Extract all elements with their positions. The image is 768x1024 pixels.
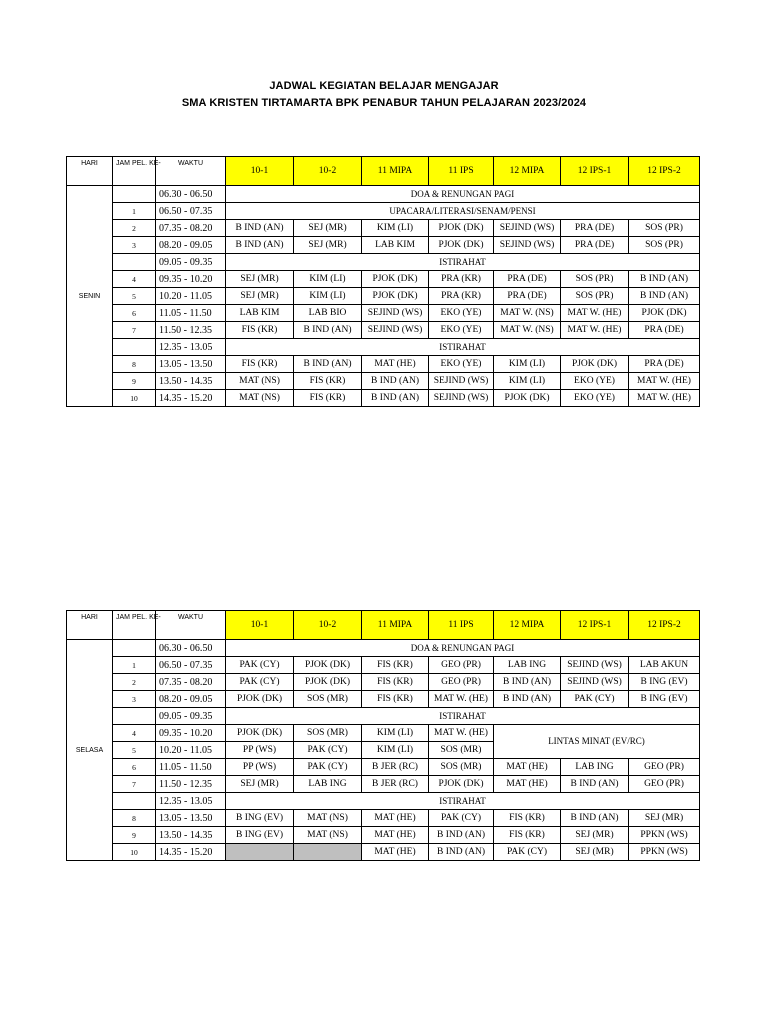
span-cell: ISTIRAHAT (226, 793, 700, 810)
subject-cell: PJOK (DK) (362, 288, 429, 305)
table-row (67, 776, 700, 793)
span-cell: ISTIRAHAT (226, 254, 700, 271)
waktu-cell: 07.35 - 08.20 (156, 220, 226, 237)
subject-cell: LAB AKUN (629, 657, 700, 674)
subject-cell: MAT (HE) (494, 776, 561, 793)
header-class: 10-2 (294, 611, 362, 640)
subject-cell: SEJ (MR) (561, 827, 629, 844)
table-row (67, 373, 700, 390)
empty-cell (294, 844, 362, 861)
subject-cell: EKO (YE) (561, 373, 629, 390)
table-row (67, 305, 700, 322)
page-subtitle: SMA KRISTEN TIRTAMARTA BPK PENABUR TAHUN PELAJARAN 2023/2024 (181, 97, 587, 109)
subject-cell: MAT (NS) (226, 390, 294, 407)
jam-cell: 9 (113, 373, 156, 390)
header-class: 12 MIPA (494, 157, 561, 186)
jam-cell: 2 (113, 674, 156, 691)
subject-cell: PAK (CY) (226, 674, 294, 691)
table-row (67, 220, 700, 237)
subject-cell: SEJIND (WS) (429, 390, 494, 407)
waktu-cell: 14.35 - 15.20 (156, 390, 226, 407)
jam-cell: 6 (113, 305, 156, 322)
header-class: 12 MIPA (494, 611, 561, 640)
subject-cell: MAT W. (HE) (629, 390, 700, 407)
page-title: JADWAL KEGIATAN BELAJAR MENGAJAR (269, 80, 499, 92)
waktu-cell: 06.30 - 06.50 (156, 640, 226, 657)
subject-cell: PRA (KR) (429, 288, 494, 305)
header-row (67, 611, 700, 640)
table-row (67, 793, 700, 810)
subject-cell: PRA (DE) (561, 220, 629, 237)
jam-cell: 1 (113, 203, 156, 220)
subject-cell: B IND (AN) (294, 356, 362, 373)
subject-cell: MAT W. (HE) (429, 691, 494, 708)
subject-cell: B JER (RC) (362, 776, 429, 793)
subject-cell: PJOK (DK) (494, 390, 561, 407)
subject-cell: SOS (PR) (561, 288, 629, 305)
header-class: 10-1 (226, 611, 294, 640)
table-row (67, 640, 700, 657)
subject-cell: B IND (AN) (226, 220, 294, 237)
jam-cell (113, 254, 156, 271)
subject-cell: LAB ING (294, 776, 362, 793)
jam-cell (113, 640, 156, 657)
subject-cell: FIS (KR) (226, 356, 294, 373)
jam-cell: 3 (113, 691, 156, 708)
jam-cell: 5 (113, 742, 156, 759)
jam-cell (113, 339, 156, 356)
subject-cell: B IND (AN) (629, 271, 700, 288)
table-row (67, 390, 700, 407)
subject-cell: MAT W. (NS) (494, 305, 561, 322)
subject-cell: B ING (EV) (629, 691, 700, 708)
subject-cell: PP (WS) (226, 742, 294, 759)
span-cell: ISTIRAHAT (226, 708, 700, 725)
jam-cell: 5 (113, 288, 156, 305)
waktu-cell: 10.20 - 11.05 (156, 742, 226, 759)
subject-cell: PJOK (DK) (429, 220, 494, 237)
waktu-cell: 11.50 - 12.35 (156, 776, 226, 793)
subject-cell: LAB KIM (362, 237, 429, 254)
subject-cell: B IND (AN) (561, 810, 629, 827)
subject-cell: KIM (LI) (294, 271, 362, 288)
subject-cell: SEJIND (WS) (362, 305, 429, 322)
subject-cell: MAT (HE) (362, 844, 429, 861)
subject-cell: PAK (CY) (226, 657, 294, 674)
jam-cell: 7 (113, 322, 156, 339)
header-class: 12 IPS-1 (561, 157, 629, 186)
subject-cell: MAT W. (HE) (429, 725, 494, 742)
waktu-cell: 08.20 - 09.05 (156, 691, 226, 708)
subject-cell: EKO (YE) (429, 356, 494, 373)
table-row (67, 322, 700, 339)
subject-cell: GEO (PR) (629, 759, 700, 776)
table-row (67, 186, 700, 203)
subject-cell: B IND (AN) (494, 674, 561, 691)
table-row (67, 356, 700, 373)
subject-cell: PJOK (DK) (629, 305, 700, 322)
header-jam: JAM PEL. KE- (113, 157, 156, 186)
table-row (67, 827, 700, 844)
subject-cell: EKO (YE) (561, 390, 629, 407)
waktu-cell: 12.35 - 13.05 (156, 793, 226, 810)
header-class: 12 IPS-1 (561, 611, 629, 640)
subject-cell: SEJIND (WS) (561, 674, 629, 691)
subject-cell: FIS (KR) (362, 674, 429, 691)
subject-cell: SEJIND (WS) (561, 657, 629, 674)
subject-cell: B IND (AN) (362, 373, 429, 390)
table-row (67, 708, 700, 725)
subject-cell: SEJ (MR) (294, 220, 362, 237)
table-row (67, 254, 700, 271)
subject-cell: EKO (YE) (429, 322, 494, 339)
jam-cell: 8 (113, 810, 156, 827)
header-hari: HARI (67, 157, 113, 186)
waktu-cell: 13.50 - 14.35 (156, 373, 226, 390)
subject-cell: SOS (MR) (294, 725, 362, 742)
waktu-cell: 08.20 - 09.05 (156, 237, 226, 254)
subject-cell: MAT W. (HE) (561, 305, 629, 322)
subject-cell: SEJ (MR) (294, 237, 362, 254)
waktu-cell: 13.05 - 13.50 (156, 356, 226, 373)
jam-cell: 4 (113, 725, 156, 742)
jam-cell: 10 (113, 844, 156, 861)
subject-cell: KIM (LI) (294, 288, 362, 305)
waktu-cell: 13.05 - 13.50 (156, 810, 226, 827)
waktu-cell: 09.05 - 09.35 (156, 254, 226, 271)
span-cell: UPACARA/LITERASI/SENAM/PENSI (226, 203, 700, 220)
subject-cell: SEJ (MR) (226, 288, 294, 305)
jam-cell: 8 (113, 356, 156, 373)
span-cell: DOA & RENUNGAN PAGI (226, 640, 700, 657)
waktu-cell: 07.35 - 08.20 (156, 674, 226, 691)
subject-cell: SEJIND (WS) (429, 373, 494, 390)
waktu-cell: 11.05 - 11.50 (156, 759, 226, 776)
day-cell: SENIN (67, 186, 113, 407)
subject-cell: PJOK (DK) (429, 776, 494, 793)
subject-cell: KIM (LI) (494, 373, 561, 390)
table-row (67, 810, 700, 827)
header-class: 11 IPS (429, 157, 494, 186)
subject-cell: SEJ (MR) (226, 776, 294, 793)
subject-cell: PJOK (DK) (226, 725, 294, 742)
header-hari: HARI (67, 611, 113, 640)
subject-cell: PAK (CY) (429, 810, 494, 827)
subject-cell: B IND (AN) (494, 691, 561, 708)
table-senin (66, 156, 700, 407)
subject-cell: MAT (HE) (362, 827, 429, 844)
subject-cell: B IND (AN) (362, 390, 429, 407)
subject-cell: PJOK (DK) (429, 237, 494, 254)
header-class: 11 MIPA (362, 157, 429, 186)
subject-cell: FIS (KR) (294, 373, 362, 390)
subject-cell: B ING (EV) (629, 674, 700, 691)
table-row (67, 759, 700, 776)
table-row (67, 844, 700, 861)
subject-cell: B ING (EV) (226, 810, 294, 827)
subject-cell: MAT (HE) (494, 759, 561, 776)
subject-cell: PAK (CY) (294, 742, 362, 759)
header-class: 11 MIPA (362, 611, 429, 640)
subject-cell: MAT W. (HE) (629, 373, 700, 390)
subject-cell: SEJ (MR) (226, 271, 294, 288)
subject-cell: SEJIND (WS) (362, 322, 429, 339)
table-row (67, 271, 700, 288)
subject-cell: KIM (LI) (362, 742, 429, 759)
subject-cell: FIS (KR) (494, 827, 561, 844)
subject-cell: MAT W. (HE) (561, 322, 629, 339)
subject-cell: SOS (PR) (629, 237, 700, 254)
subject-cell: SOS (MR) (294, 691, 362, 708)
header-class: 11 IPS (429, 611, 494, 640)
subject-cell: SEJ (MR) (629, 810, 700, 827)
subject-cell: PAK (CY) (294, 759, 362, 776)
subject-cell: EKO (YE) (429, 305, 494, 322)
day-cell: SELASA (67, 640, 113, 861)
subject-cell: MAT (NS) (294, 827, 362, 844)
table-row (67, 288, 700, 305)
subject-cell: MAT (NS) (294, 810, 362, 827)
subject-cell: PJOK (DK) (561, 356, 629, 373)
table-row (67, 674, 700, 691)
header-row (67, 157, 700, 186)
jam-cell (113, 186, 156, 203)
subject-cell: LAB ING (494, 657, 561, 674)
subject-cell: KIM (LI) (362, 220, 429, 237)
empty-cell (226, 844, 294, 861)
span-cell: ISTIRAHAT (226, 339, 700, 356)
subject-cell: FIS (KR) (362, 657, 429, 674)
jam-cell (113, 708, 156, 725)
table-selasa (66, 610, 700, 861)
span-cell: DOA & RENUNGAN PAGI (226, 186, 700, 203)
schedule-table-senin (66, 156, 700, 407)
header-class: 10-1 (226, 157, 294, 186)
subject-cell: PP (WS) (226, 759, 294, 776)
subject-cell: PJOK (DK) (294, 657, 362, 674)
jam-cell: 4 (113, 271, 156, 288)
subject-cell: SOS (MR) (429, 742, 494, 759)
subject-cell: B IND (AN) (561, 776, 629, 793)
header-class: 12 IPS-2 (629, 157, 700, 186)
subject-cell: SEJ (MR) (561, 844, 629, 861)
subject-cell: PJOK (DK) (294, 674, 362, 691)
subject-cell: KIM (LI) (362, 725, 429, 742)
waktu-cell: 11.05 - 11.50 (156, 305, 226, 322)
waktu-cell: 11.50 - 12.35 (156, 322, 226, 339)
waktu-cell: 10.20 - 11.05 (156, 288, 226, 305)
subject-cell: MAT W. (NS) (494, 322, 561, 339)
subject-cell: PRA (DE) (629, 356, 700, 373)
subject-cell: GEO (PR) (429, 657, 494, 674)
subject-cell: FIS (KR) (362, 691, 429, 708)
subject-cell: PRA (DE) (561, 237, 629, 254)
table-row (67, 237, 700, 254)
subject-cell: PAK (CY) (494, 844, 561, 861)
table-row (67, 691, 700, 708)
waktu-cell: 09.35 - 10.20 (156, 271, 226, 288)
jam-cell: 2 (113, 220, 156, 237)
waktu-cell: 12.35 - 13.05 (156, 339, 226, 356)
subject-cell: PRA (DE) (494, 271, 561, 288)
header-class: 10-2 (294, 157, 362, 186)
header-jam: JAM PEL. KE- (113, 611, 156, 640)
jam-cell: 7 (113, 776, 156, 793)
subject-cell: MAT (HE) (362, 356, 429, 373)
subject-cell: SOS (PR) (629, 220, 700, 237)
subject-cell: B IND (AN) (294, 322, 362, 339)
subject-cell: MAT (NS) (226, 373, 294, 390)
subject-cell: SOS (PR) (561, 271, 629, 288)
subject-cell: B IND (AN) (429, 844, 494, 861)
header-waktu: WAKTU (156, 157, 226, 186)
jam-cell (113, 793, 156, 810)
header-waktu: WAKTU (156, 611, 226, 640)
subject-cell: PAK (CY) (561, 691, 629, 708)
subject-cell: B IND (AN) (226, 237, 294, 254)
table-row (67, 339, 700, 356)
subject-cell: PPKN (WS) (629, 827, 700, 844)
table-row (67, 657, 700, 674)
subject-cell: FIS (KR) (294, 390, 362, 407)
waktu-cell: 06.30 - 06.50 (156, 186, 226, 203)
waktu-cell: 06.50 - 07.35 (156, 203, 226, 220)
subject-cell: PJOK (DK) (362, 271, 429, 288)
subject-cell: B IND (AN) (429, 827, 494, 844)
waktu-cell: 09.05 - 09.35 (156, 708, 226, 725)
subject-cell: LAB ING (561, 759, 629, 776)
jam-cell: 3 (113, 237, 156, 254)
jam-cell: 9 (113, 827, 156, 844)
jam-cell: 1 (113, 657, 156, 674)
header-class: 12 IPS-2 (629, 611, 700, 640)
subject-cell: FIS (KR) (494, 810, 561, 827)
lintas-minat-cell: LINTAS MINAT (EV/RC) (494, 725, 700, 759)
table-row (67, 725, 700, 742)
jam-cell: 6 (113, 759, 156, 776)
jam-cell: 10 (113, 390, 156, 407)
waktu-cell: 13.50 - 14.35 (156, 827, 226, 844)
subject-cell: GEO (PR) (629, 776, 700, 793)
subject-cell: GEO (PR) (429, 674, 494, 691)
subject-cell: LAB KIM (226, 305, 294, 322)
table-row (67, 203, 700, 220)
subject-cell: PPKN (WS) (629, 844, 700, 861)
subject-cell: PRA (DE) (494, 288, 561, 305)
subject-cell: SEJIND (WS) (494, 237, 561, 254)
waktu-cell: 09.35 - 10.20 (156, 725, 226, 742)
subject-cell: LAB BIO (294, 305, 362, 322)
subject-cell: SEJIND (WS) (494, 220, 561, 237)
subject-cell: B IND (AN) (629, 288, 700, 305)
subject-cell: PRA (KR) (429, 271, 494, 288)
subject-cell: FIS (KR) (226, 322, 294, 339)
subject-cell: KIM (LI) (494, 356, 561, 373)
subject-cell: SOS (MR) (429, 759, 494, 776)
waktu-cell: 14.35 - 15.20 (156, 844, 226, 861)
subject-cell: B ING (EV) (226, 827, 294, 844)
subject-cell: MAT (HE) (362, 810, 429, 827)
subject-cell: PJOK (DK) (226, 691, 294, 708)
schedule-table-selasa (66, 610, 700, 861)
subject-cell: PRA (DE) (629, 322, 700, 339)
waktu-cell: 06.50 - 07.35 (156, 657, 226, 674)
subject-cell: B JER (RC) (362, 759, 429, 776)
